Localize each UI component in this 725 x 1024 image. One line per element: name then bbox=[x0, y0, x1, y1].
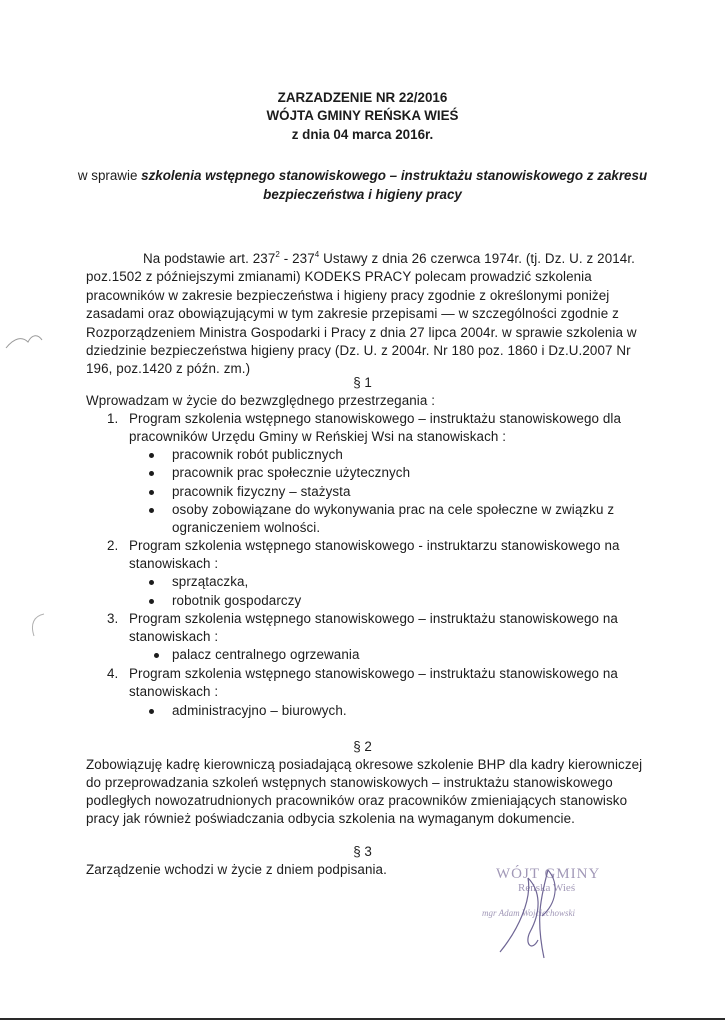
section-1-lead: Wprowadzam w życie do bezwzględnego przestrzegania : bbox=[86, 393, 436, 408]
intro-text-a: Na podstawie art. 237 bbox=[143, 251, 276, 266]
intro-line-3: pracowników w zakresie bezpieczeństwa i higieny pracy zgodnie z określonymi poniżej bbox=[86, 288, 610, 303]
signature-icon bbox=[470, 860, 650, 970]
item-1-line-2: pracowników Urzędu Gminy w Reńskiej Wsi na stanowiskach : bbox=[129, 429, 507, 444]
item-2-line-1: Program szkolenia wstępnego stanowiskowego - instruktarzu stanowiskowego na bbox=[129, 538, 620, 553]
item-2-line-2: stanowiskach : bbox=[129, 556, 219, 571]
item-4-bullet-1: administracyjno – biurowych. bbox=[172, 703, 347, 718]
item-2-bullet-2: robotnik gospodarczy bbox=[172, 593, 302, 608]
bullet-2-1 bbox=[149, 580, 154, 585]
bullet-3-1 bbox=[154, 653, 159, 658]
intro-line-5: Rozporządzeniem Ministra Gospodarki i Pracy z dnia 27 lipca 2004r. w sprawie szkolenia w bbox=[86, 325, 637, 340]
bullet-1-1 bbox=[149, 453, 154, 458]
official-stamp bbox=[470, 860, 650, 970]
intro-line-6: dziedzinie bezpieczeństwa higieny pracy (Dz. U. z 2004r. Nr 180 poz. 1860 i Dz.U.2007 Nr bbox=[86, 343, 631, 358]
intro-line-7: 196, poz.1420 z późn. zm.) bbox=[86, 361, 251, 376]
item-4-line-2: stanowiskach : bbox=[129, 684, 219, 699]
item-3-number: 3. bbox=[107, 611, 119, 626]
item-1-bullet-4-line-2: ograniczeniem wolności. bbox=[172, 520, 321, 535]
item-2-number: 2. bbox=[107, 538, 119, 553]
title-line-1: ZARZADZENIE NR 22/2016 bbox=[277, 90, 448, 105]
section-2-line-1: Zobowiązuję kadrę kierowniczą posiadającą okresowe szkolenie BHP dla kadry kierowniczej bbox=[86, 757, 643, 772]
item-3-line-1: Program szkolenia wstępnego stanowiskowego – instruktażu stanowiskowego na bbox=[129, 611, 618, 626]
item-1-number: 1. bbox=[107, 411, 119, 426]
item-1-bullet-4-line-1: osoby zobowiązane do wykonywania prac na cele społeczne w związku z bbox=[172, 502, 615, 517]
item-2-bullet-1: sprzątaczka, bbox=[172, 574, 249, 589]
margin-mark-2-icon bbox=[24, 610, 48, 640]
section-2-line-4: pracy jak również poświadczania odbycia szkolenia na wymaganym dokumencie. bbox=[86, 811, 575, 826]
item-1-line-1: Program szkolenia wstępnego stanowiskowego – instruktażu stanowiskowego dla bbox=[129, 411, 622, 426]
item-3-line-2: stanowiskach : bbox=[129, 629, 219, 644]
section-3-line-1: Zarządzenie wchodzi w życie z dniem podpisania. bbox=[86, 862, 387, 877]
margin-mark-icon bbox=[4, 330, 44, 352]
intro-sup-1: 2 bbox=[275, 249, 280, 259]
stamp-line-2: Reńska Wieś bbox=[518, 882, 576, 894]
intro-line-1 bbox=[143, 250, 635, 268]
title-line-3: z dnia 04 marca 2016r. bbox=[291, 127, 434, 142]
item-1-bullet-2: pracownik prac społecznie użytecznych bbox=[172, 465, 411, 480]
intro-text-c: Ustawy z dnia 26 czerwca 1974r. (tj. Dz. U. z 2014r. bbox=[319, 251, 635, 266]
section-3-heading: § 3 bbox=[353, 844, 372, 859]
item-4-line-1: Program szkolenia wstępnego stanowiskowego – instruktażu stanowiskowego na bbox=[129, 666, 618, 681]
intro-text-b: - 237 bbox=[279, 251, 315, 266]
bottom-edge-line bbox=[0, 1018, 725, 1020]
item-1-bullet-1: pracownik robót publicznych bbox=[172, 447, 343, 462]
bullet-1-2 bbox=[149, 471, 154, 476]
item-4-number: 4. bbox=[107, 666, 119, 681]
subject-line-1 bbox=[0, 167, 725, 185]
section-2-line-3: podległych nowozatrudnionych pracowników oraz pracowników zmieniających stanowisko bbox=[86, 793, 628, 808]
subject-bold-1: szkolenia wstępnego stanowiskowego – instruktażu stanowiskowego z zakresu bbox=[141, 168, 648, 183]
section-1-heading: § 1 bbox=[353, 375, 372, 390]
stamp-line-1: WÓJT GMINY bbox=[496, 866, 601, 882]
bullet-2-2 bbox=[149, 599, 154, 604]
section-2-heading: § 2 bbox=[353, 739, 372, 754]
intro-line-2: poz.1502 z późniejszymi zmianami) KODEKS PRACY polecam prowadzić szkolenia bbox=[86, 269, 592, 284]
intro-sup-2: 4 bbox=[314, 249, 320, 259]
intro-line-4: zasadami oraz obowiązującymi w tym zakresie przepisami — w szczególności zgodnie z bbox=[86, 306, 619, 321]
title-line-2: WÓJTA GMINY REŃSKA WIEŚ bbox=[266, 108, 459, 123]
item-1-bullet-3: pracownik fizyczny – stażysta bbox=[172, 484, 351, 499]
section-2-line-2: do przeprowadzania szkoleń wstępnych stanowiskowych – instruktażu stanowiskowego bbox=[86, 775, 613, 790]
item-3-bullet-1: palacz centralnego ogrzewania bbox=[172, 647, 360, 662]
stamp-line-3: mgr Adam Wojciechowski bbox=[482, 908, 575, 918]
bullet-1-4 bbox=[149, 508, 154, 513]
subject-prefix: w sprawie bbox=[77, 168, 142, 183]
subject-line-2: bezpieczeństwa i higieny pracy bbox=[263, 187, 462, 202]
bullet-1-3 bbox=[149, 490, 154, 495]
bullet-4-1 bbox=[149, 709, 154, 714]
